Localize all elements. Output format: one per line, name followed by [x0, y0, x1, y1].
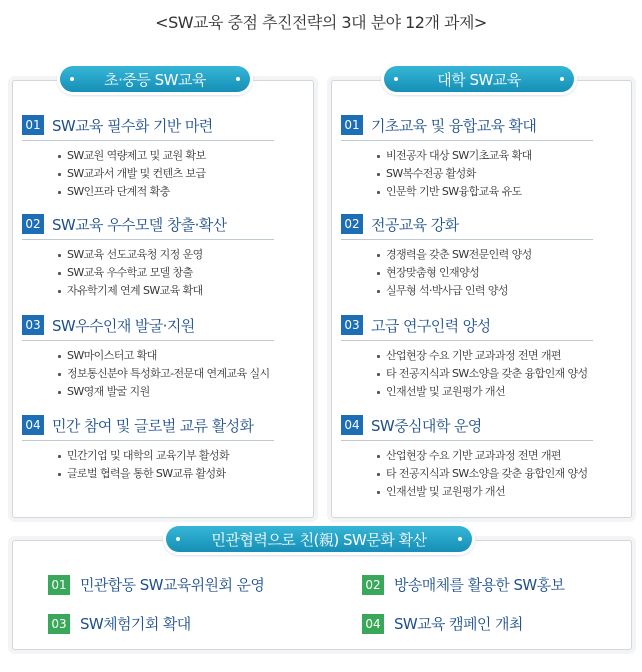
section-items [377, 246, 593, 300]
bottom-item-3 [48, 613, 191, 634]
list-item: SW영재 발굴 지원 [58, 383, 274, 401]
section-header [22, 414, 274, 441]
left-section-1 [22, 114, 274, 201]
list-item: SW교과서 개발 및 컨텐츠 보급 [58, 165, 274, 183]
left-section-2 [22, 213, 274, 300]
section-items [58, 246, 274, 300]
list-item: 실무형 석·박사급 인력 양성 [377, 282, 593, 300]
section-items [377, 447, 593, 501]
list-item: 글로벌 협력을 통한 SW교류 활성화 [58, 465, 274, 483]
left-section-3 [22, 314, 274, 401]
list-item: 타 전공지식과 SW소양을 갖춘 융합인재 양성 [377, 365, 593, 383]
section-header [22, 314, 274, 341]
header-label: 대학 SW교육 [437, 70, 521, 89]
dot-icon [560, 77, 564, 81]
dot-icon [394, 77, 398, 81]
list-item: SW복수전공 활성화 [377, 165, 593, 183]
list-item: 타 전공지식과 SW소양을 갖춘 융합인재 양성 [377, 465, 593, 483]
bottom-item-2 [362, 574, 564, 595]
section-number: 04 [341, 415, 363, 435]
dot-icon [236, 77, 240, 81]
right-section-2 [341, 213, 593, 300]
section-items [58, 147, 274, 201]
section-items [377, 347, 593, 401]
item-label: 민관합동 SW교육위원회 운영 [80, 576, 265, 594]
list-item: 자유학기제 연계 SW교육 확대 [58, 282, 274, 300]
section-header [341, 213, 593, 240]
item-number: 04 [362, 614, 384, 634]
list-item: 산업현장 수요 기반 교과과정 전면 개편 [377, 447, 593, 465]
list-item: 민간기업 및 대학의 교육기부 활성화 [58, 447, 274, 465]
elementary-middle-header [60, 66, 250, 92]
section-number: 02 [341, 214, 363, 234]
section-title: 기초교육 및 융합교육 확대 [371, 116, 537, 135]
section-number: 02 [22, 214, 44, 234]
university-header [384, 66, 574, 92]
item-number: 02 [362, 575, 384, 595]
right-section-3 [341, 314, 593, 401]
section-title: SW우수인재 발굴·지원 [52, 316, 195, 335]
section-title: 민간 참여 및 글로벌 교류 활성화 [52, 416, 254, 435]
dot-icon [458, 537, 462, 541]
section-title: 전공교육 강화 [371, 215, 459, 234]
item-number: 03 [48, 614, 70, 634]
section-header [22, 213, 274, 240]
list-item: 산업현장 수요 기반 교과과정 전면 개편 [377, 347, 593, 365]
left-section-4 [22, 414, 274, 483]
item-label: SW체험기회 확대 [80, 615, 191, 633]
section-header [341, 414, 593, 441]
section-number: 01 [341, 115, 363, 135]
section-title: SW중심대학 운영 [371, 416, 482, 435]
item-label: 방송매체를 활용한 SW홍보 [394, 576, 565, 594]
section-title: 고급 연구인력 양성 [371, 316, 491, 335]
item-label: SW교육 캠페인 개최 [394, 615, 523, 633]
bottom-item-4 [362, 613, 523, 634]
section-title: SW교육 우수모델 창출·확산 [52, 215, 227, 234]
item-number: 01 [48, 575, 70, 595]
right-section-4 [341, 414, 593, 501]
section-header [22, 114, 274, 141]
right-section-1 [341, 114, 593, 201]
page-title: <SW교육 중점 추진전략의 3대 분야 12개 과제> [155, 13, 487, 32]
header-label: 초·중등 SW교육 [104, 70, 206, 89]
list-item: 정보통신분야 특성화고-전문대 연계교육 실시 [58, 365, 274, 383]
dot-icon [70, 77, 74, 81]
list-item: SW교원 역량제고 및 교원 확보 [58, 147, 274, 165]
section-number: 01 [22, 115, 44, 135]
public-private-header [166, 526, 472, 552]
section-number: 04 [22, 415, 44, 435]
section-items [58, 347, 274, 401]
section-header [341, 314, 593, 341]
section-header [341, 114, 593, 141]
list-item: SW교육 선도교육청 지정 운영 [58, 246, 274, 264]
list-item: 인문학 기반 SW융합교육 유도 [377, 183, 593, 201]
list-item: 현장맞춤형 인재양성 [377, 264, 593, 282]
section-number: 03 [22, 315, 44, 335]
header-label: 민관협력으로 친(親) SW문화 확산 [211, 530, 427, 549]
bottom-item-1 [48, 574, 264, 595]
section-items [58, 447, 274, 483]
list-item: 인재선발 및 교원평가 개선 [377, 383, 593, 401]
section-items [377, 147, 593, 201]
list-item: 경쟁력을 갖춘 SW전문인력 양성 [377, 246, 593, 264]
list-item: 인재선발 및 교원평가 개선 [377, 483, 593, 501]
list-item: SW인프라 단계적 확충 [58, 183, 274, 201]
list-item: 비전공자 대상 SW기초교육 확대 [377, 147, 593, 165]
section-title: SW교육 필수화 기반 마련 [52, 116, 213, 135]
list-item: SW교육 우수학교 모델 창출 [58, 264, 274, 282]
dot-icon [176, 537, 180, 541]
list-item: SW마이스터고 확대 [58, 347, 274, 365]
section-number: 03 [341, 315, 363, 335]
